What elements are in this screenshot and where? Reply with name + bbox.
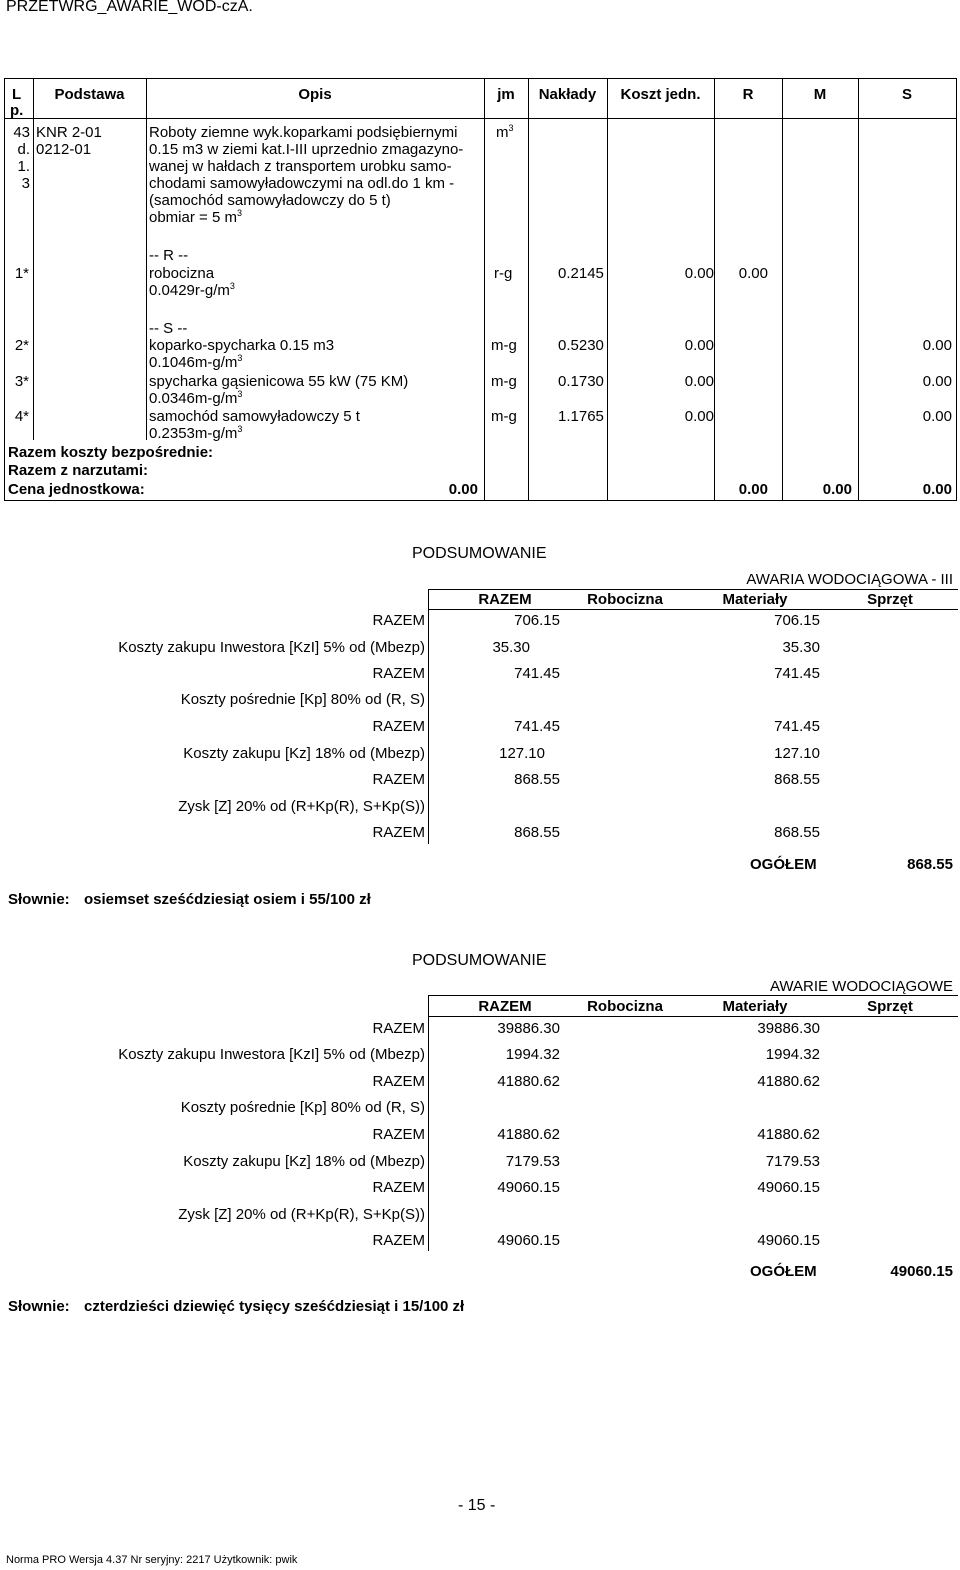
- s-item-1-koszt: 0.00: [684, 337, 714, 354]
- r-item-r-value: 0.00: [738, 265, 768, 282]
- r-section-header: -- R --: [149, 247, 189, 264]
- table-bottom-border: [4, 500, 957, 501]
- s-item-3-s-value: 0.00: [922, 408, 952, 425]
- s-item-2-koszt: 0.00: [684, 373, 714, 390]
- s-item-2-name: spycharka gąsienicowa 55 kW (75 KM): [149, 373, 409, 390]
- position-podstawa-1: KNR 2-01: [36, 124, 102, 141]
- summary-2-top-border: [428, 995, 958, 996]
- summary-1-row-5-razem: 741.45: [514, 718, 560, 735]
- summary-2-row-3-razem: 41880.62: [497, 1073, 560, 1090]
- s-item-2-jm: m-g: [491, 373, 517, 390]
- summary-1-subtitle: AWARIA WODOCIĄGOWA - III: [746, 571, 953, 588]
- position-opis-1: Roboty ziemne wyk.koparkami podsiębiernymi: [149, 124, 458, 141]
- s-item-1-s-value: 0.00: [922, 337, 952, 354]
- r-item-koszt: 0.00: [684, 265, 714, 282]
- summary-1-row-7-razem: 868.55: [514, 771, 560, 788]
- summary-1-left-border: [428, 589, 429, 844]
- document-title: PRZETWRG_AWARIE_WOD-czA.: [6, 0, 253, 15]
- position-lp-1: 43: [13, 124, 30, 141]
- summary-1-header-border: [428, 609, 958, 610]
- summary-1-col-sprzet: Sprzęt: [867, 591, 913, 608]
- summary-2-row-7-materialy: 49060.15: [757, 1179, 820, 1196]
- page-number: - 15 -: [458, 1497, 496, 1514]
- header-lp-line2: p.: [10, 102, 24, 119]
- s-item-3-no: 4*: [14, 408, 29, 425]
- summary-1-row-5-materialy: 741.45: [774, 718, 820, 735]
- header-lp-line1: L: [12, 86, 22, 103]
- summary-2-row-2-materialy: 1994.32: [765, 1046, 820, 1063]
- summary-2-row-5-label: RAZEM: [372, 1126, 425, 1143]
- summary-2-row-8-label: Zysk [Z] 20% od (R+Kp(R), S+Kp(S)): [178, 1206, 425, 1223]
- summary-1-row-2-materialy: 35.30: [782, 639, 820, 656]
- summary-1-top-border: [428, 589, 958, 590]
- col-divider-jm: [528, 78, 529, 500]
- summary-1-row-3-razem: 741.45: [514, 665, 560, 682]
- summary-2-col-razem: RAZEM: [478, 998, 532, 1015]
- table-right-border: [956, 78, 957, 500]
- position-obmiar: obmiar = 5 $m^3$: [149, 208, 242, 226]
- position-lp-3: 1.: [17, 158, 30, 175]
- summary-2-header-border: [428, 1016, 958, 1017]
- summary-2-row-1-razem: 39886.30: [497, 1020, 560, 1037]
- summary-1-row-1-razem: 706.15: [514, 612, 560, 629]
- summary-2-slownie-text: czterdzieści dziewięć tysięcy sześćdziesiąt i 15/100 zł: [84, 1298, 465, 1315]
- position-opis-2: 0.15 m3 w ziemi kat.I-III uprzednio zmagazyno-: [149, 141, 464, 158]
- summary-2-row-3-label: RAZEM: [372, 1073, 425, 1090]
- summary-1-row-4-label: Koszty pośrednie [Kp] 80% od (R, S): [180, 691, 425, 708]
- footer-software-info: Norma PRO Wersja 4.37 Nr seryjny: 2217 Użytkownik: pwik: [6, 1554, 298, 1566]
- summary-1-row-1-materialy: 706.15: [774, 612, 820, 629]
- summary-2-row-6-label: Koszty zakupu [Kz] 18% od (Mbezp): [183, 1153, 425, 1170]
- summary-2-row-1-label: RAZEM: [372, 1020, 425, 1037]
- summary-2-row-5-razem: 41880.62: [497, 1126, 560, 1143]
- summary-2-col-robocizna: Robocizna: [587, 998, 663, 1015]
- position-opis-4: chodami samowyładowczymi na odl.do 1 km -: [149, 175, 455, 192]
- summary-2-subtitle: AWARIE WODOCIĄGOWE: [769, 978, 953, 995]
- header-naklady: Nakłady: [538, 86, 597, 103]
- summary-2-ogolem-value: 49060.15: [890, 1263, 953, 1280]
- s-item-1-name: koparko-spycharka 0.15 m3: [149, 337, 335, 354]
- summary-2-slownie-label: Słownie:: [8, 1298, 70, 1315]
- s-item-2-no: 3*: [14, 373, 29, 390]
- summary-2-row-7-razem: 49060.15: [497, 1179, 560, 1196]
- s-item-1-norm: $0.1046m-g/m^3$: [149, 353, 243, 371]
- position-jm: $m^3$: [496, 123, 514, 141]
- col-divider-opis: [484, 78, 485, 500]
- summary-1-row-1-label: RAZEM: [372, 612, 425, 629]
- summary-2-row-2-label: Koszty zakupu Inwestora [KzI] 5% od (Mbezp): [118, 1046, 425, 1063]
- razem-narzutami-label: Razem z narzutami:: [8, 462, 149, 479]
- cena-r-value: 0.00: [738, 481, 768, 498]
- col-divider-lp: [33, 78, 34, 440]
- summary-1-row-6-materialy: 127.10: [774, 745, 820, 762]
- col-divider-koszt: [714, 78, 715, 500]
- summary-1-row-9-materialy: 868.55: [774, 824, 820, 841]
- col-divider-podstawa: [146, 78, 147, 440]
- summary-1-row-3-label: RAZEM: [372, 665, 425, 682]
- s-section-header: -- S --: [149, 320, 188, 337]
- s-item-3-norm: $0.2353m-g/m^3$: [149, 424, 243, 442]
- summary-2-col-sprzet: Sprzęt: [867, 998, 913, 1015]
- position-lp-4: 3: [21, 175, 30, 192]
- summary-2-row-3-materialy: 41880.62: [757, 1073, 820, 1090]
- r-item-naklady: 0.2145: [558, 265, 604, 282]
- summary-2-row-4-label: Koszty pośrednie [Kp] 80% od (R, S): [180, 1099, 425, 1116]
- s-item-3-jm: m-g: [491, 408, 517, 425]
- header-m: M: [813, 86, 827, 103]
- header-koszt-jedn: Koszt jedn.: [620, 86, 701, 103]
- summary-1-row-7-materialy: 868.55: [774, 771, 820, 788]
- summary-1-slownie-label: Słownie:: [8, 891, 70, 908]
- cena-m-value: 0.00: [822, 481, 852, 498]
- s-item-3-naklady: 1.1765: [558, 408, 604, 425]
- s-item-3-koszt: 0.00: [684, 408, 714, 425]
- summary-2-row-7-label: RAZEM: [372, 1179, 425, 1196]
- summary-2-row-6-materialy: 7179.53: [765, 1153, 820, 1170]
- summary-1-title: PODSUMOWANIE: [412, 545, 547, 562]
- position-opis-3: wanej w hałdach z transportem urobku samo-: [149, 158, 452, 175]
- summary-1-row-6-razem: 127.10: [499, 745, 545, 762]
- summary-1-row-8-label: Zysk [Z] 20% od (R+Kp(R), S+Kp(S)): [178, 798, 425, 815]
- cena-jednostkowa-label: Cena jednostkowa:: [8, 481, 145, 498]
- summary-2-col-materialy: Materiały: [722, 998, 788, 1015]
- header-podstawa: Podstawa: [54, 86, 125, 103]
- summary-1-row-3-materialy: 741.45: [774, 665, 820, 682]
- summary-1-col-razem: RAZEM: [478, 591, 532, 608]
- position-podstawa-2: 0212-01: [36, 141, 92, 158]
- s-item-2-naklady: 0.1730: [558, 373, 604, 390]
- s-item-1-no: 2*: [14, 337, 29, 354]
- s-item-2-norm: $0.0346m-g/m^3$: [149, 389, 243, 407]
- r-item-no: 1*: [14, 265, 29, 282]
- summary-2-title: PODSUMOWANIE: [412, 952, 547, 969]
- s-item-1-jm: m-g: [491, 337, 517, 354]
- summary-1-ogolem-label: OGÓŁEM: [750, 856, 817, 873]
- position-opis-5: (samochód samowyładowczy do 5 t): [149, 192, 391, 209]
- r-item-jm: r-g: [494, 265, 513, 282]
- s-item-1-naklady: 0.5230: [558, 337, 604, 354]
- summary-1-col-materialy: Materiały: [722, 591, 788, 608]
- summary-1-row-5-label: RAZEM: [372, 718, 425, 735]
- razem-bezposrednie-label: Razem koszty bezpośrednie:: [8, 444, 214, 461]
- summary-2-row-5-materialy: 41880.62: [757, 1126, 820, 1143]
- summary-1-col-robocizna: Robocizna: [587, 591, 663, 608]
- summary-1-row-7-label: RAZEM: [372, 771, 425, 788]
- summary-2-left-border: [428, 995, 429, 1251]
- summary-1-row-9-razem: 868.55: [514, 824, 560, 841]
- cena-s-value: 0.00: [922, 481, 952, 498]
- summary-2-row-1-materialy: 39886.30: [757, 1020, 820, 1037]
- col-divider-r: [782, 78, 783, 500]
- summary-1-slownie-text: osiemset sześćdziesiąt osiem i 55/100 zł: [84, 891, 371, 908]
- r-item-norm: $0.0429r-g/m^3$: [149, 281, 235, 299]
- summary-1-ogolem-value: 868.55: [907, 856, 953, 873]
- summary-1-row-6-label: Koszty zakupu [Kz] 18% od (Mbezp): [183, 745, 425, 762]
- s-item-2-s-value: 0.00: [922, 373, 952, 390]
- col-divider-naklady: [607, 78, 608, 500]
- col-divider-m: [858, 78, 859, 500]
- summary-2-row-6-razem: 7179.53: [505, 1153, 560, 1170]
- header-r: R: [742, 86, 754, 103]
- r-item-name: robocizna: [149, 265, 215, 282]
- summary-2-row-9-label: RAZEM: [372, 1232, 425, 1249]
- cena-jednostkowa-value: 0.00: [448, 481, 478, 498]
- summary-1-row-2-razem: 35.30: [492, 639, 530, 656]
- summary-2-row-9-materialy: 49060.15: [757, 1232, 820, 1249]
- summary-1-row-2-label: Koszty zakupu Inwestora [KzI] 5% od (Mbezp): [118, 639, 425, 656]
- summary-1-row-9-label: RAZEM: [372, 824, 425, 841]
- header-opis: Opis: [298, 86, 332, 103]
- position-lp-2: d.: [17, 141, 30, 158]
- s-item-3-name: samochód samowyładowczy 5 t: [149, 408, 360, 425]
- summary-2-row-2-razem: 1994.32: [505, 1046, 560, 1063]
- summary-2-row-9-razem: 49060.15: [497, 1232, 560, 1249]
- header-s: S: [901, 86, 912, 103]
- summary-2-ogolem-label: OGÓŁEM: [750, 1263, 817, 1280]
- header-jm: jm: [497, 86, 515, 103]
